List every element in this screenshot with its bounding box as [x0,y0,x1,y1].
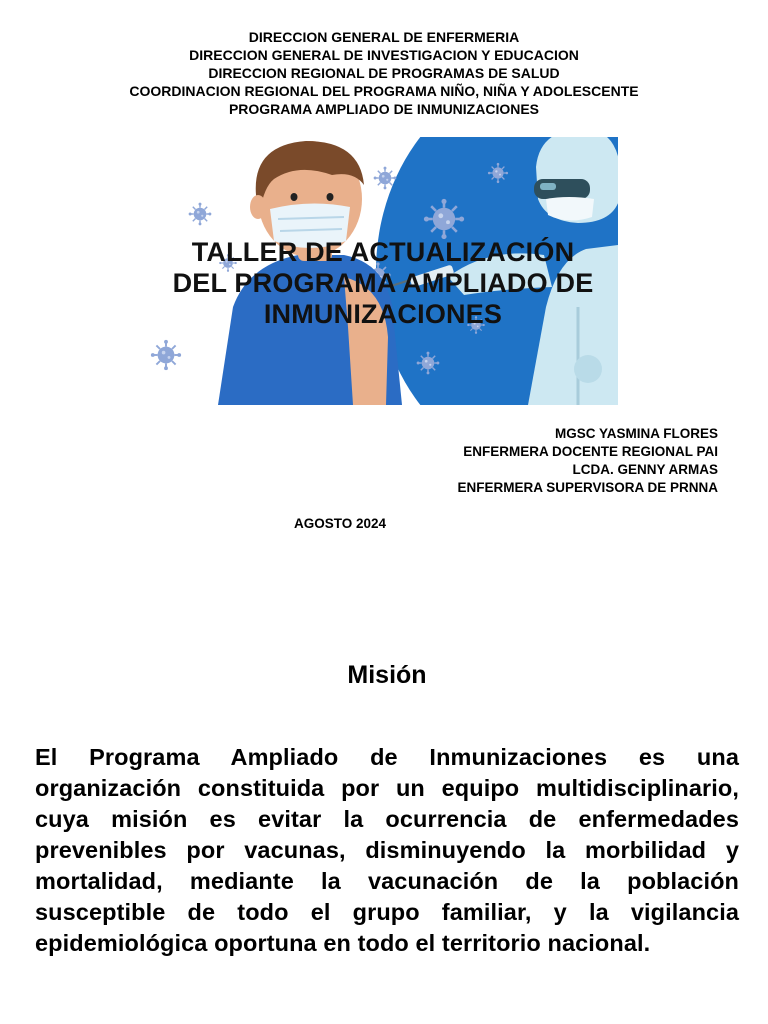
workshop-title [148,237,618,330]
document-date: AGOSTO 2024 [294,516,387,531]
workshop-title-line: INMUNIZACIONES [263,299,503,329]
mission-paragraph: El Programa Ampliado de Inmunizaciones es una organización constituida por un equipo multidisciplinario, cuya misión es evitar la ocurrencia de enfermedades prevenibles por vacunas, disminuyendo la morbilidad y mortalidad, mediante la vacunación de la población susceptible de todo el grupo familiar, y la vigilancia epidemiológica oportuna en todo el territorio nacional. [35,744,739,956]
authors-block [457,425,718,497]
header-line: PROGRAMA AMPLIADO DE INMUNIZACIONES [228,101,540,117]
author-line: ENFERMERA DOCENTE REGIONAL PAI [463,444,718,459]
header-line: DIRECCION GENERAL DE ENFERMERIA [248,29,520,45]
header-line: COORDINACION REGIONAL DEL PROGRAMA NIÑO, NIÑA Y ADOLESCENTE [129,83,639,99]
header-line: DIRECCION REGIONAL DE PROGRAMAS DE SALUD [208,65,560,81]
author-line: ENFERMERA SUPERVISORA DE PRNNA [457,480,718,495]
author-line: MGSC YASMINA FLORES [554,426,718,441]
author-line: LCDA. GENNY ARMAS [572,462,718,477]
workshop-banner [148,137,618,405]
mission-heading: Misión [347,661,427,689]
header-line: DIRECCION GENERAL DE INVESTIGACION Y EDUCACION [189,47,579,63]
workshop-title-line: DEL PROGRAMA AMPLIADO DE [172,268,594,298]
workshop-title-line: TALLER DE ACTUALIZACIÓN [191,237,575,267]
document-header [0,28,768,118]
